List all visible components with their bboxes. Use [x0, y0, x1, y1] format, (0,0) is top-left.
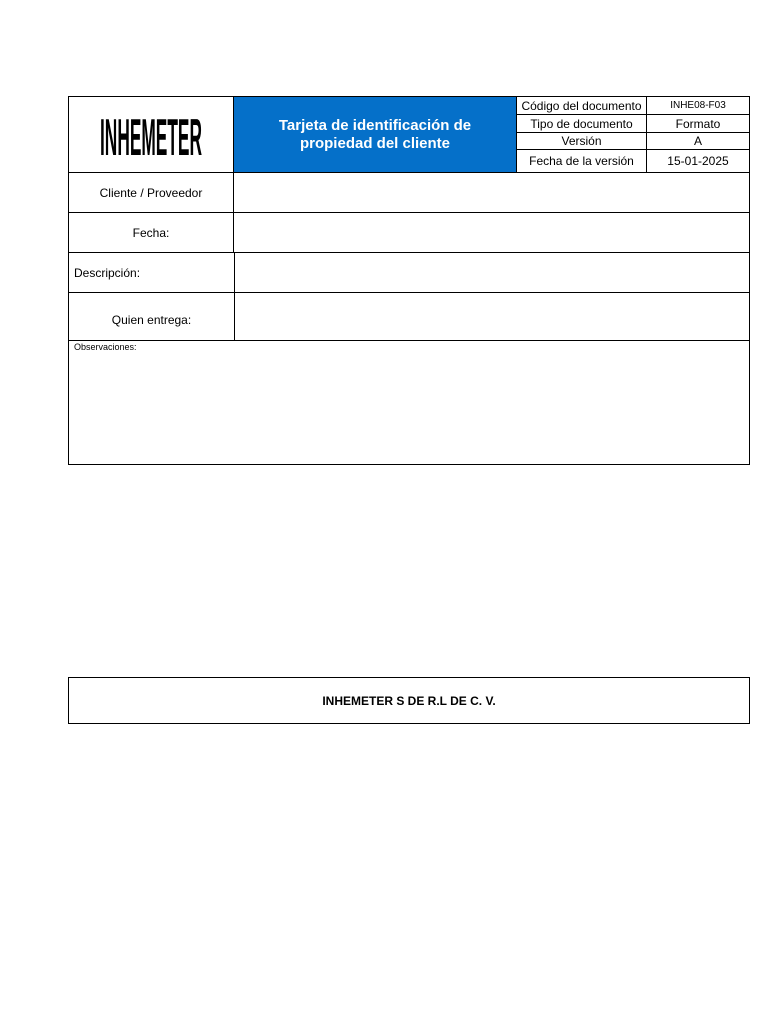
- logo-wordmark: INHEMETER: [100, 110, 202, 159]
- date-row: [68, 213, 750, 253]
- meta-value: INHE08-F03: [670, 100, 726, 111]
- delivered-by-label: Quien entrega:: [69, 293, 235, 340]
- date-label: Fecha:: [69, 213, 234, 252]
- meta-label: Tipo de documento: [516, 115, 647, 132]
- meta-label: Versión: [516, 133, 647, 149]
- meta-value: A: [693, 134, 702, 148]
- observations-field[interactable]: [74, 355, 744, 459]
- client-row: [68, 173, 750, 213]
- client-field[interactable]: [235, 173, 749, 212]
- company-logo: [69, 97, 234, 172]
- document-meta-table: [516, 97, 749, 172]
- observations-label: Observaciones:: [74, 342, 137, 352]
- description-label: Descripción:: [69, 253, 235, 292]
- delivered-by-row: [68, 293, 750, 341]
- client-label: Cliente / Proveedor: [69, 173, 234, 212]
- meta-row-code: [516, 97, 749, 115]
- description-row: [68, 253, 750, 293]
- meta-row-version-date: [516, 150, 749, 172]
- meta-label: Fecha de la versión: [516, 150, 647, 172]
- meta-row-version: [516, 133, 749, 150]
- meta-value: Formato: [675, 116, 721, 131]
- company-name: INHEMETER S DE R.L DE C. V.: [322, 693, 496, 708]
- document-title: Tarjeta de identificación de propiedad del cliente: [234, 97, 516, 172]
- document-header: [68, 96, 750, 173]
- description-field[interactable]: [236, 253, 749, 292]
- delivered-by-field[interactable]: [236, 293, 749, 340]
- meta-row-type: [516, 115, 749, 133]
- observations-box[interactable]: [68, 340, 750, 465]
- meta-value: 15-01-2025: [667, 154, 729, 168]
- company-footer: [68, 677, 750, 724]
- date-field[interactable]: [235, 213, 749, 252]
- meta-label: Código del documento: [516, 97, 647, 114]
- inhemeter-logo-graphic: [99, 111, 203, 159]
